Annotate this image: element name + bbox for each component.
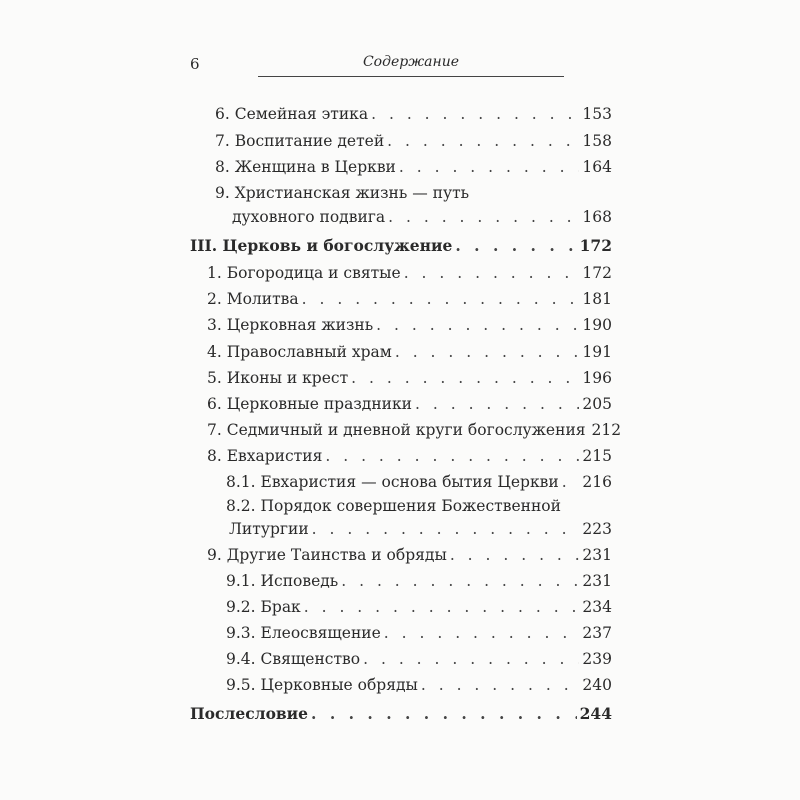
toc-entry	[207, 263, 612, 283]
leader-dots	[562, 472, 580, 492]
toc-entry-title: 9.4. Священство	[226, 650, 361, 668]
toc-entry	[215, 104, 612, 124]
toc-entry	[207, 315, 612, 335]
toc-entry	[215, 157, 612, 177]
toc-entry-page: 158	[582, 132, 612, 150]
toc-entry-title: 9.2. Брак	[226, 598, 301, 616]
toc-entry-title: 5. Иконы и крест	[207, 369, 349, 387]
leader-dots	[455, 236, 576, 256]
toc-entry-page: 191	[582, 343, 612, 361]
toc-subentry	[226, 472, 612, 492]
toc-entry-title-line1: 9. Христианская жизнь — путь	[215, 184, 470, 202]
toc-entry-title: 8. Евхаристия	[207, 447, 323, 465]
toc-subentry	[226, 571, 612, 591]
toc-entry	[207, 394, 612, 414]
toc-entry-page: 181	[582, 290, 612, 308]
leader-dots	[399, 157, 580, 177]
toc-entry	[207, 368, 612, 388]
toc-subentry	[226, 597, 612, 617]
toc-entry-page: 216	[582, 473, 612, 491]
toc-entry-title: 2. Молитва	[207, 290, 299, 308]
toc-entry-page: 190	[582, 316, 612, 334]
leader-dots	[312, 519, 580, 539]
toc-entry-page: 172	[582, 264, 612, 282]
leader-dots	[415, 394, 579, 414]
toc-entry-title: 6. Церковные праздники	[207, 395, 413, 413]
toc-entry-page: 164	[582, 158, 612, 176]
toc-entry	[232, 207, 612, 227]
toc-entry-page: 196	[582, 369, 612, 387]
toc-entry-page: 212	[591, 421, 622, 439]
leader-dots	[421, 675, 580, 695]
toc-entry	[207, 545, 612, 565]
toc-entry-title: 7. Седмичный и дневной круги богослужения	[207, 421, 586, 439]
leader-dots	[304, 597, 580, 617]
toc-entry-title: Литургии	[229, 520, 309, 538]
leader-dots	[387, 131, 579, 151]
toc-entry-title: духовного подвига	[232, 208, 386, 226]
leader-dots	[388, 207, 579, 227]
leader-dots	[395, 342, 580, 362]
toc-entry	[215, 131, 612, 151]
toc-section-entry	[190, 704, 612, 724]
toc-entry-title: 9.1. Исповедь	[226, 572, 339, 590]
leader-dots	[450, 545, 580, 565]
toc-subentry	[226, 623, 612, 643]
toc-entry	[207, 342, 612, 362]
leader-dots	[351, 368, 579, 388]
toc-entry-page: 205	[582, 395, 612, 413]
toc-subentry	[229, 519, 612, 539]
toc-entry-page: 244	[579, 704, 612, 723]
toc-entry-title: 4. Православный храм	[207, 343, 392, 361]
toc-entry-page: 168	[582, 208, 612, 226]
toc-entry-page: 223	[582, 520, 612, 538]
toc-entry-title: 7. Воспитание детей	[215, 132, 385, 150]
leader-dots	[325, 446, 579, 466]
toc-entry-page: 237	[582, 624, 612, 642]
toc-entry-title: 8. Женщина в Церкви	[215, 158, 396, 176]
toc-entry-title: 9.3. Елеосвящение	[226, 624, 381, 642]
toc-entry-title: 3. Церковная жизнь	[207, 316, 374, 334]
toc-entry-title: 6. Семейная этика	[215, 105, 369, 123]
toc-entry	[207, 420, 622, 440]
toc-section-entry	[190, 236, 612, 256]
leader-dots	[404, 263, 580, 283]
toc-entry-title: 8.1. Евхаристия — основа бытия Церкви	[226, 473, 559, 491]
toc-subentry	[226, 675, 612, 695]
leader-dots	[376, 315, 579, 335]
toc-entry-title: 9.5. Церковные обряды	[226, 676, 418, 694]
toc-entry-title: III. Церковь и богослужение	[190, 236, 453, 255]
leader-dots	[371, 104, 579, 124]
leader-dots	[384, 623, 580, 643]
toc-entry	[207, 446, 612, 466]
toc-entry-page: 172	[579, 236, 612, 255]
running-title: Содержание	[258, 54, 564, 77]
toc-entry-page: 239	[582, 650, 612, 668]
toc-subentry	[226, 649, 612, 669]
toc-entry-title: 9. Другие Таинства и обряды	[207, 546, 447, 564]
toc-entry-page: 215	[582, 447, 612, 465]
toc-entry-title: Послесловие	[190, 704, 309, 723]
toc-entry	[207, 289, 612, 309]
leader-dots	[302, 289, 580, 309]
leader-dots	[341, 571, 579, 591]
toc-entry-page: 231	[582, 572, 612, 590]
toc-entry-page: 231	[582, 546, 612, 564]
toc-entry-page: 240	[582, 676, 612, 694]
toc-entry-title: 1. Богородица и святые	[207, 264, 401, 282]
toc-entry-page: 234	[582, 598, 612, 616]
toc-entry-title-line1: 8.2. Порядок совершения Божественной	[226, 497, 561, 515]
leader-dots	[363, 649, 579, 669]
leader-dots	[311, 704, 577, 724]
toc-entry-page: 153	[582, 105, 612, 123]
page-number: 6	[190, 55, 200, 73]
